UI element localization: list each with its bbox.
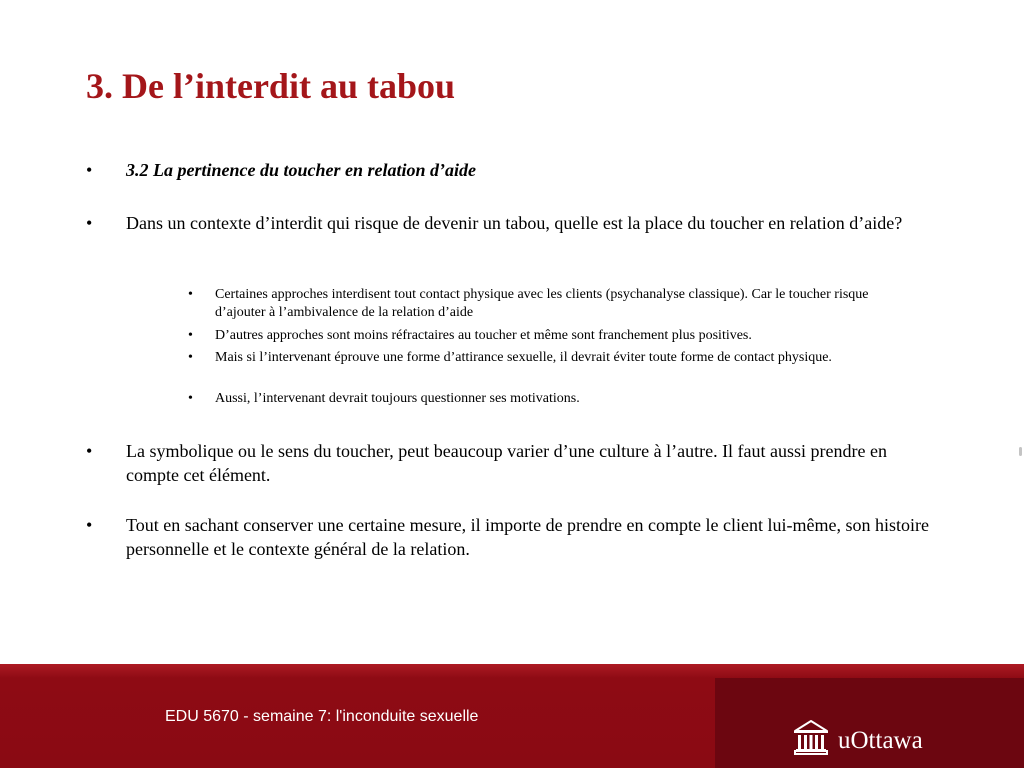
bullet-marker: • <box>86 160 93 180</box>
bullet-item <box>86 513 931 561</box>
bullet-marker: • <box>86 213 93 233</box>
bullet-item <box>86 439 931 487</box>
logo-panel <box>715 678 1024 768</box>
bullet-marker: • <box>188 391 193 406</box>
bullet-marker: • <box>188 287 193 302</box>
bullet-text: La symbolique ou le sens du toucher, peut beaucoup varier d’une culture à l’autre. Il faut aussi prendre en compte cet élément. <box>126 441 888 485</box>
sub-bullet-item <box>188 349 908 367</box>
edge-mark <box>1019 447 1022 456</box>
bullet-text: Dans un contexte d’interdit qui risque de devenir un tabou, quelle est la place du toucher en relation d’aide? <box>126 213 903 233</box>
course-label: EDU 5670 - semaine 7: l'inconduite sexuelle <box>165 708 479 725</box>
bullet-text: Tout en sachant conserver une certaine mesure, il importe de prendre en compte le client lui-même, son histoire personnelle et le contexte général de la relation. <box>126 515 929 559</box>
bullet-marker: • <box>188 350 193 365</box>
sub-bullet-item <box>188 327 908 345</box>
bullet-item <box>86 158 931 182</box>
bullet-item <box>86 211 931 235</box>
bullet-marker: • <box>188 328 193 343</box>
bullet-marker: • <box>86 515 93 535</box>
building-icon <box>793 718 829 756</box>
sub-bullet-text: Mais si l’intervenant éprouve une forme d’attirance sexuelle, il devrait éviter toute forme de contact physique. <box>215 350 832 365</box>
sub-bullet-item <box>188 286 908 322</box>
slide-title: 3. De l’interdit au tabou <box>86 66 455 106</box>
sub-bullet-text: Certaines approches interdisent tout contact physique avec les clients (psychanalyse classique). Car le toucher risque d’ajouter à l’ambivalence de la relation d’aide <box>215 287 869 320</box>
sub-bullet-text: Aussi, l’intervenant devrait toujours questionner ses motivations. <box>215 391 580 406</box>
bullet-text: 3.2 La pertinence du toucher en relation d’aide <box>126 160 476 180</box>
sub-bullet-item <box>188 390 908 408</box>
sub-bullet-text: D’autres approches sont moins réfractaires au toucher et même sont franchement plus positives. <box>215 328 752 343</box>
bullet-marker: • <box>86 441 93 461</box>
footer-band <box>0 664 1024 768</box>
uottawa-logo-text: uOttawa <box>838 727 923 754</box>
